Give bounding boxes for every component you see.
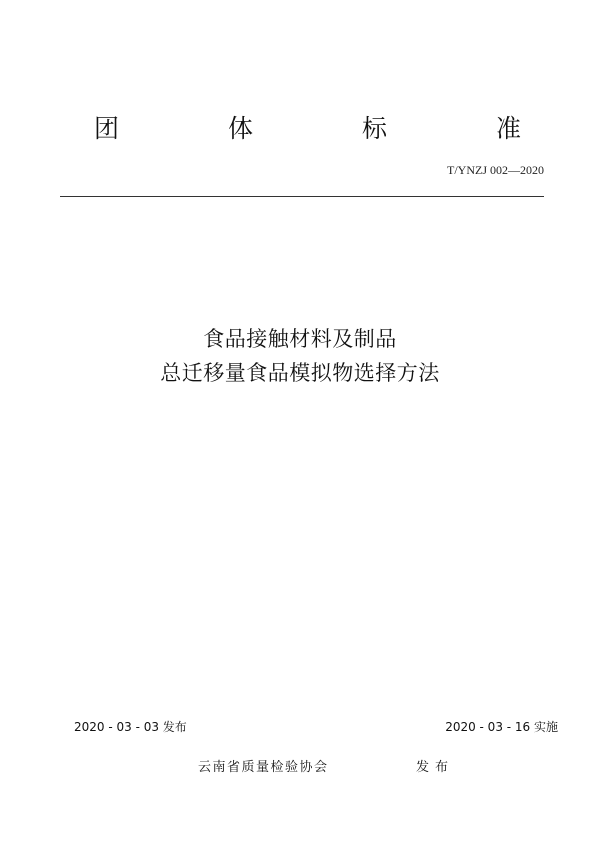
- publisher-name: 云南省质量检验协会: [198, 760, 329, 775]
- document-category-header: [0, 112, 600, 146]
- publish-date: 2020 - 03 - 03 发布: [74, 720, 187, 734]
- implement-date: 2020 - 03 - 16 实施: [445, 720, 558, 734]
- title-line-2: 总迁移量食品模拟物选择方法: [160, 361, 440, 385]
- title-line-1: 食品接触材料及制品: [203, 327, 397, 351]
- standard-code: T/YNZJ 002—2020: [447, 163, 544, 177]
- document-title: [0, 322, 600, 390]
- publisher-action: 发布: [416, 760, 455, 775]
- header-char: 准: [496, 114, 522, 143]
- header-char: 标: [362, 114, 388, 143]
- header-char: 团: [94, 114, 120, 143]
- header-char: 体: [228, 114, 254, 143]
- header-divider: [60, 196, 544, 197]
